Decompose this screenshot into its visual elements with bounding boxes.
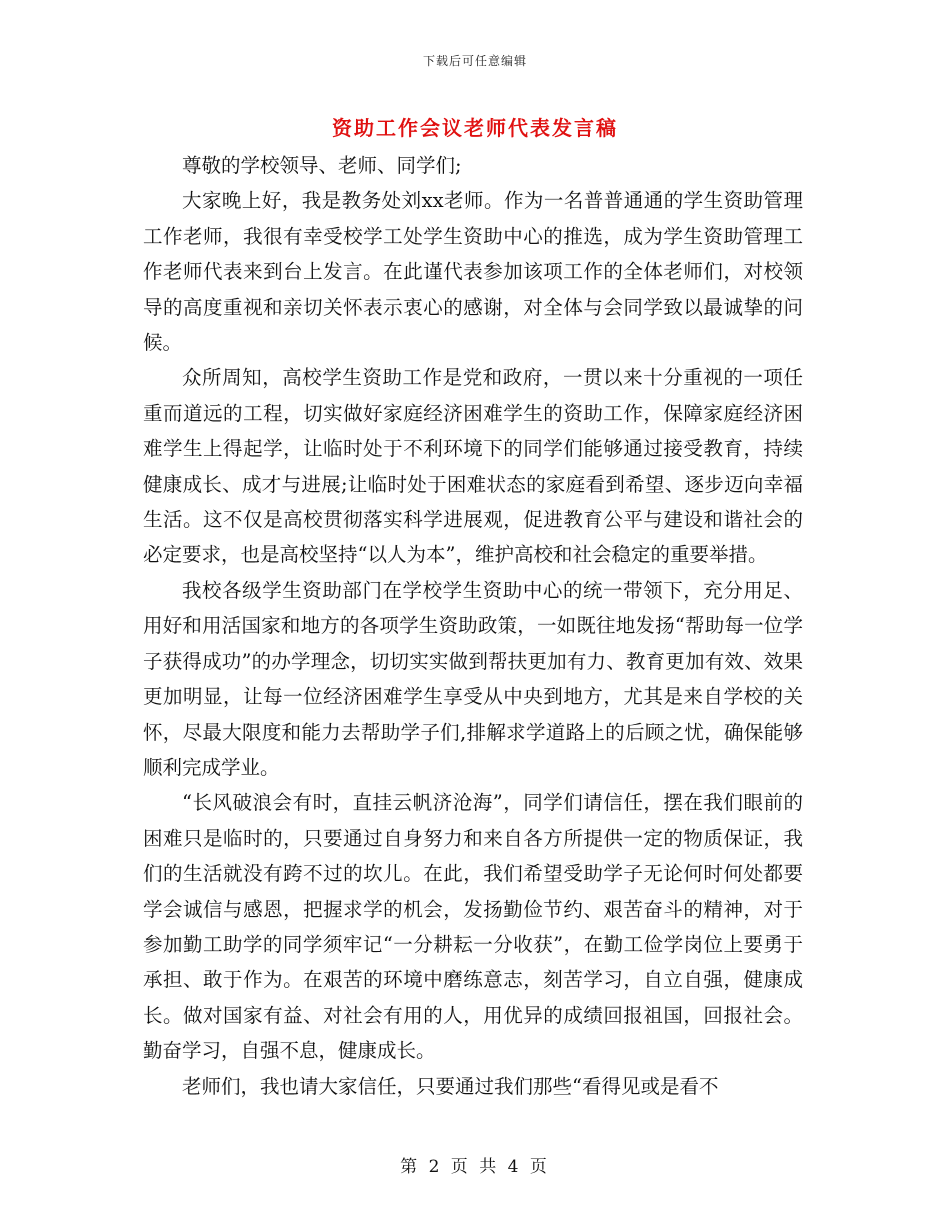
page-number-footer: 第 2 页 共 4 页 [400,1157,550,1177]
document-body [143,148,803,1104]
paragraph-introduction: 大家晚上好，我是教务处刘xx老师。作为一名普普通通的学生资助管理工作老师，我很有幸受校学工处学生资助中心的推选，成为学生资助管理工作老师代表来到台上发言。在此谨代表参加该项工作的全体老师们，对校领导的高度重视和亲切关怀表示衷心的感谢，对全体与会同学致以最诚挚的问候。 [143,189,803,355]
paragraph-school-efforts: 我校各级学生资助部门在学校学生资助中心的统一带领下，充分用足、用好和用活国家和地方的各项学生资助政策，一如既往地发扬“帮助每一位学子获得成功”的办学理念，切切实实做到帮扶更加有力、教育更加有效、效果更加明显，让每一位经济困难学生享受从中央到地方，尤其是来自学校的关怀，尽最大限度和能力去帮助学子们,排解求学道路上的后顾之忧，确保能够顺利完成学业。 [143,578,803,779]
paragraph-teachers: 老师们，我也请大家信任，只要通过我们那些“看得见或是看不 [182,1074,719,1098]
paragraph-significance: 众所周知，高校学生资助工作是党和政府，一贯以来十分重视的一项任重而道远的工程，切实做好家庭经济困难学生的资助工作，保障家庭经济困难学生上得起学，让临时处于不利环境下的同学们能够通过接受教育，持续健康成长、成才与进展;让临时处于困难状态的家庭看到希望、逐步迈向幸福生活。这不仅是高校贯彻落实科学进展观，促进教育公平与建设和谐社会的必定要求，也是高校坚持“以人为本”，维护高校和社会稳定的重要举措。 [143,366,803,567]
document-title: 资助工作会议老师代表发言稿 [332,116,618,140]
paragraph-encouragement: “长风破浪会有时，直挂云帆济沧海”，同学们请信任，摆在我们眼前的困难只是临时的，只要通过自身努力和来自各方所提供一定的物质保证，我们的生活就没有跨不过的坎儿。在此，我们希望受助学子无论何时何处都要学会诚信与感恩，把握求学的机会，发扬勤俭节约、艰苦奋斗的精神，对于参加勤工助学的同学须牢记“一分耕耘一分收获”，在勤工俭学岗位上要勇于承担、敢于作为。在艰苦的环境中磨练意志，刻苦学习，自立自强，健康成长。做对国家有益、对社会有用的人，用优异的成绩回报祖国，回报社会。勤奋学习，自强不息，健康成长。 [143,791,803,1063]
page-header-note: 下载后可任意编辑 [422,54,527,68]
paragraph-salutation: 尊敬的学校领导、老师、同学们; [182,154,462,177]
